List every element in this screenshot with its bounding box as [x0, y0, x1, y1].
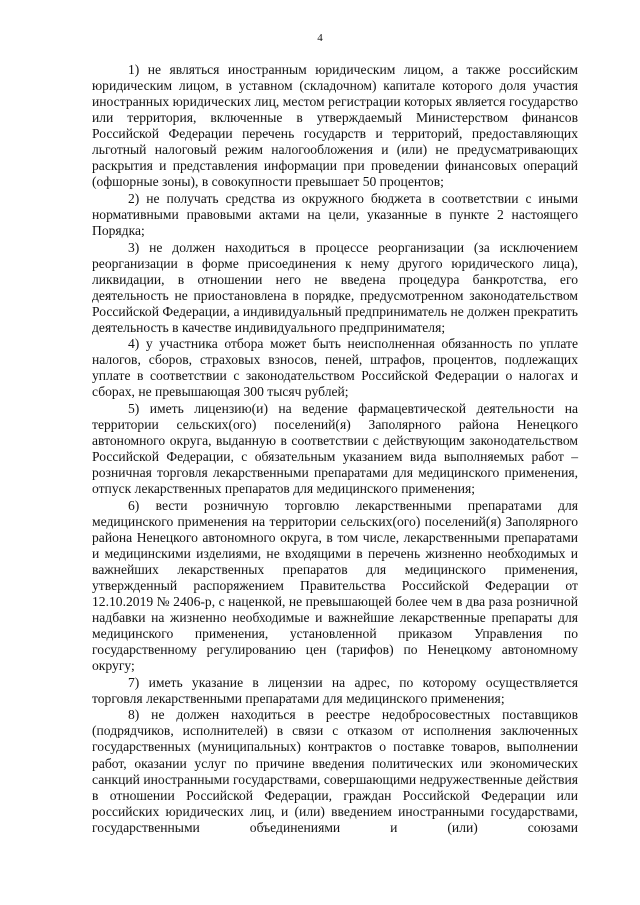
paragraph-4: 4) у участника отбора может быть неисполненная обязанность по уплате налогов, сборов, страховых взносов, пеней, штрафов, процентов, подлежащих уплате в соответствии с законодательством Российской Федерации о налогах и сборах, не превышающая 300 тысяч рублей; [92, 336, 578, 400]
body-text [92, 62, 578, 836]
page-number: 4 [317, 32, 323, 44]
paragraph-6: 6) вести розничную торговлю лекарственными препаратами для медицинского применения на территории сельских(ого) поселений(я) Заполярного района Ненецкого автономного округа, в том числе, лекарственными препаратами и медицинскими изделиями, не входящими в перечень жизненно необходимых и важнейших лекарственных препаратов для медицинского применения, утвержденный распоряжением Правительства Российской Федерации от 12.10.2019 № 2406-р, с наценкой, не превышающей более чем в два раза розничной надбавки на жизненно необходимые и важнейшие лекарственные препараты для медицинского применения, установленной приказом Управления по государственному регулированию цен (тарифов) по Ненецкому автономному округу; [92, 497, 578, 674]
paragraph-1: 1) не являться иностранным юридическим лицом, а также российским юридическим лицом, в уставном (складочном) капитале которого доля участия иностранных юридических лиц, местом регистрации которых является государство или территория, включенные в утверждаемый Министерством финансов Российской Федерации перечень государств и территорий, предоставляющих льготный налоговый режим налогообложения и (или) не предусматривающих раскрытия и представления информации при проведении финансовых операций (офшорные зоны), в совокупности превышает 50 процентов; [92, 62, 578, 190]
paragraph-3: 3) не должен находиться в процессе реорганизации (за исключением реорганизации в форме присоединения к нему другого юридического лица), ликвидации, в отношении него не введена процедура банкротства, его деятельность не приостановлена в порядке, предусмотренном законодательством Российской Федерации, а индивидуальный предприниматель не должен прекратить деятельность в качестве индивидуального предпринимателя; [92, 239, 578, 335]
paragraph-5: 5) иметь лицензию(и) на ведение фармацевтической деятельности на территории сельских(ого) поселений(я) Заполярного района Ненецкого автономного округа, выданную в соответствии с действующим законодательством Российской Федерации, с обязательным указанием вида выполняемых работ – розничная торговля лекарственными препаратами для медицинского применения, отпуск лекарственных препаратов для медицинского применения; [92, 400, 578, 497]
paragraph-7: 7) иметь указание в лицензии на адрес, по которому осуществляется торговля лекарственными препаратами для медицинского применения; [92, 674, 578, 706]
paragraph-8: 8) не должен находиться в реестре недобросовестных поставщиков (подрядчиков, исполнителей) в связи с отказом от исполнения заключенных государственных (муниципальных) контрактов о поставке товаров, выполнении работ, оказании услуг по причине введения политических или экономических санкций иностранными государствами, совершающими недружественные действия в отношении Российской Федерации, граждан Российской Федерации или российских юридических лиц, и (или) введением иностранными государствами, государственными объединениями и (или) союзами [92, 707, 578, 835]
paragraph-2: 2) не получать средства из окружного бюджета в соответствии с иными нормативными правовыми актами на цели, указанные в пункте 2 настоящего Порядка; [92, 190, 578, 238]
